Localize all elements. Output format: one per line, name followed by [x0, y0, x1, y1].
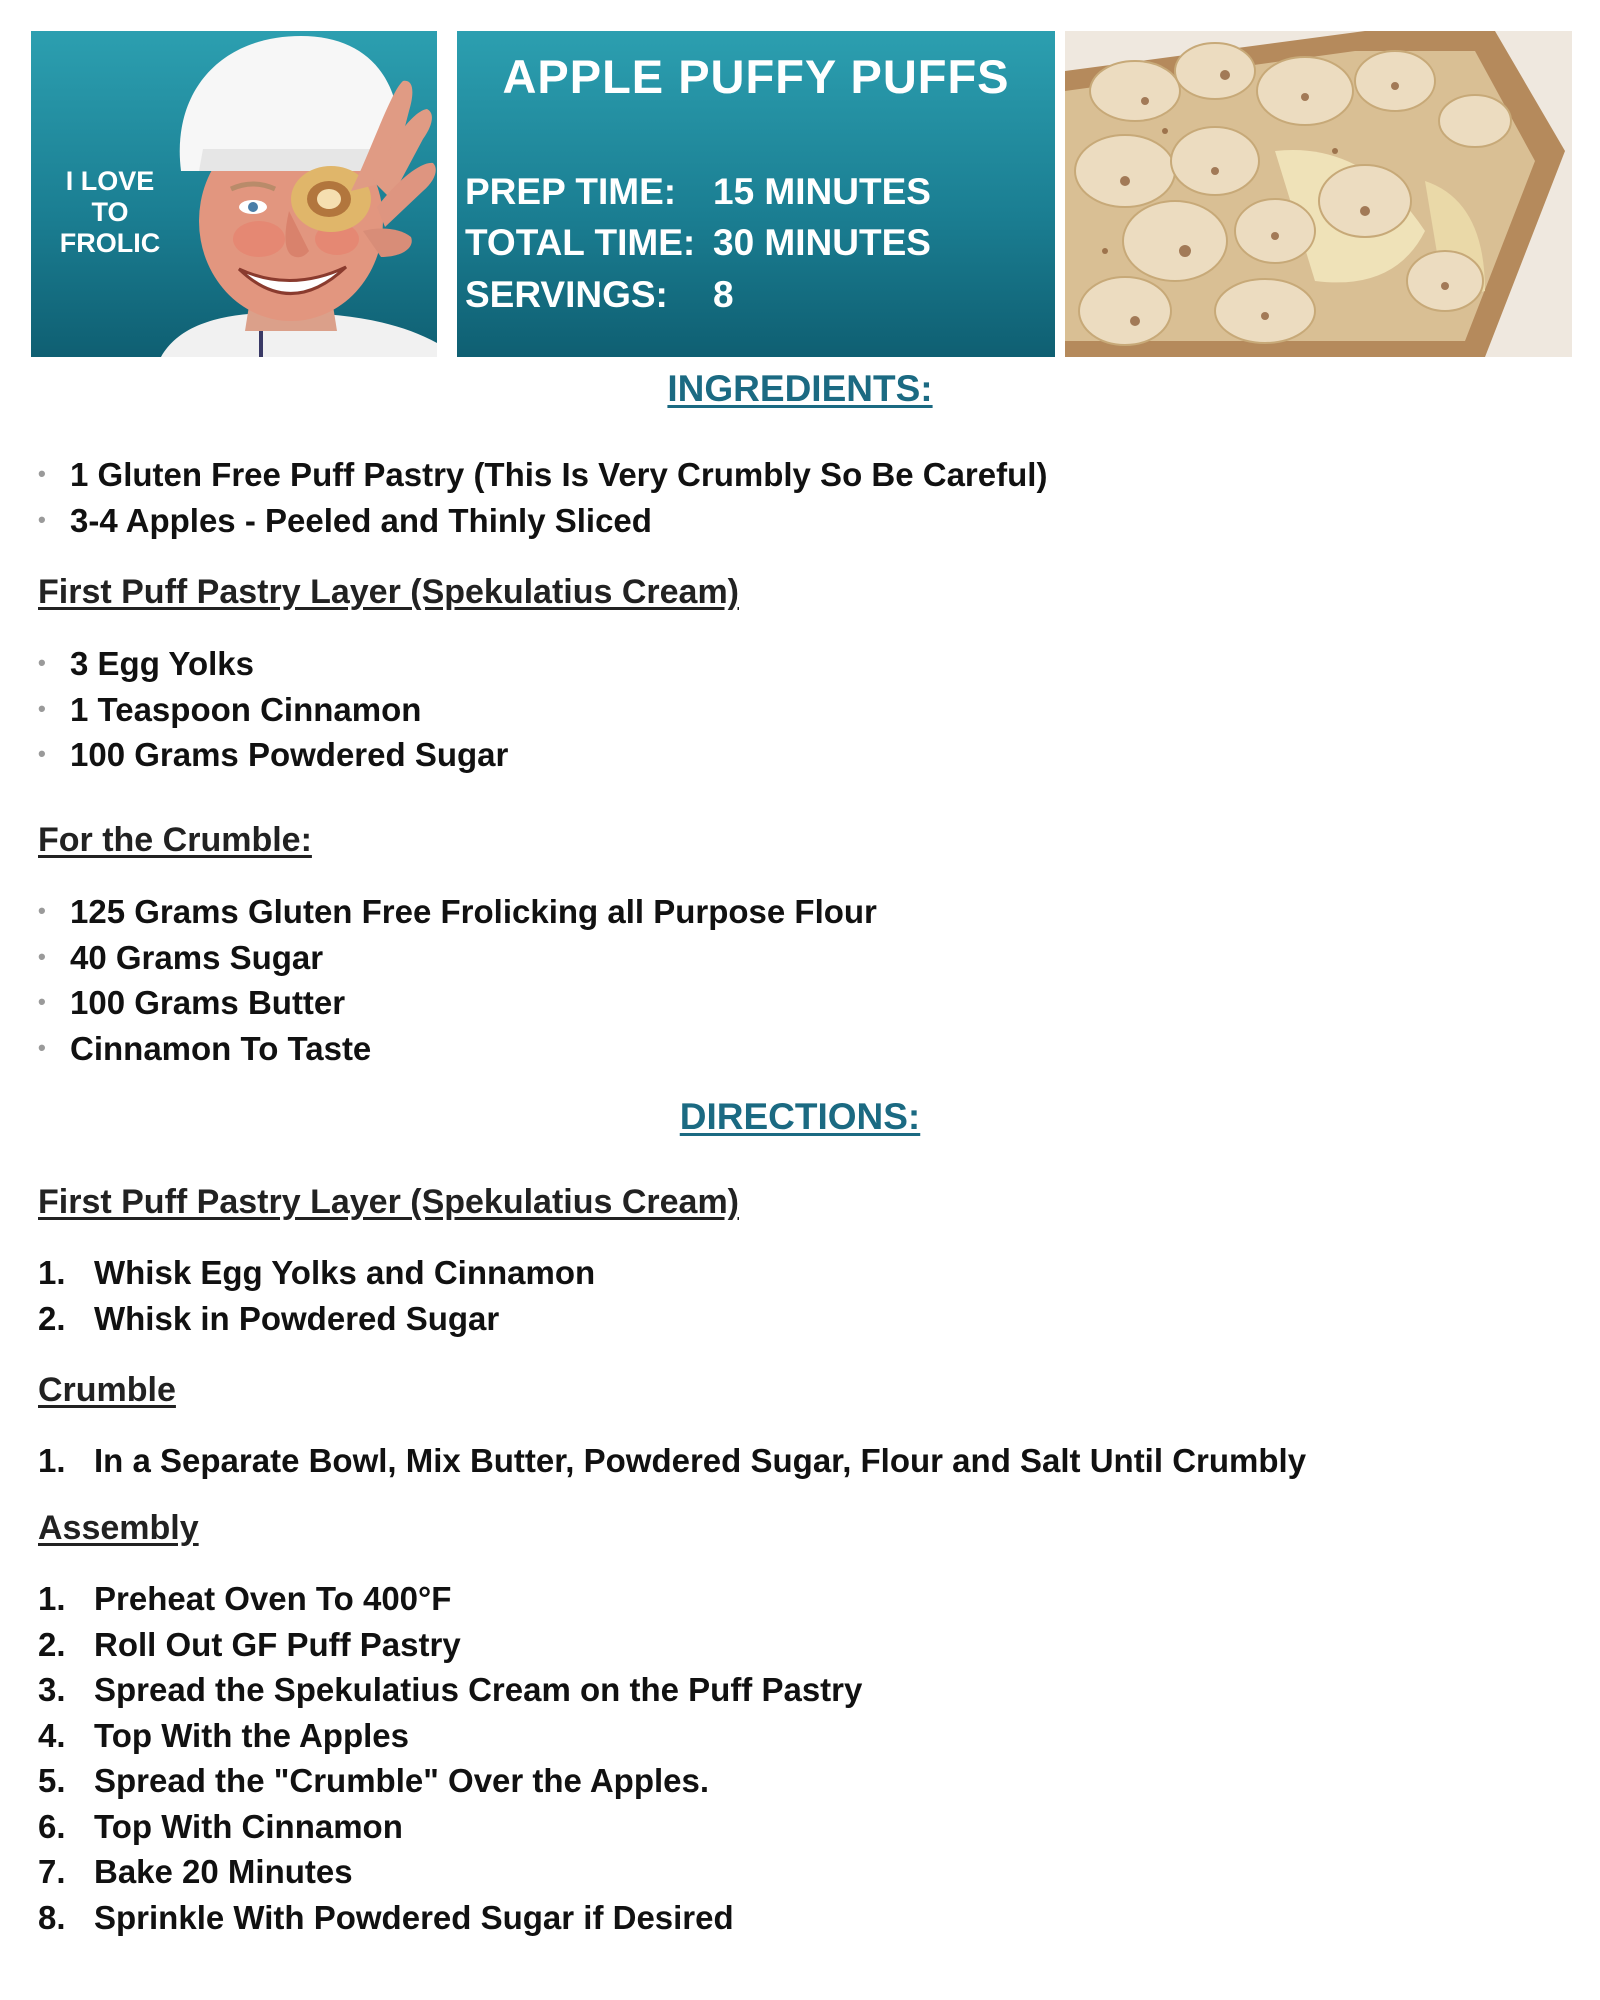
step-item: 8. Sprinkle With Powdered Sugar if Desired	[38, 1898, 734, 1936]
step-text: Preheat Oven To 400°F	[94, 1580, 452, 1617]
step-item: 4. Top With the Apples	[38, 1716, 409, 1754]
list-item	[38, 1026, 877, 1072]
step-item: 2. Whisk in Powdered Sugar	[38, 1299, 500, 1337]
total-time-row	[465, 222, 931, 264]
crumble-ingredients-list	[38, 889, 877, 1071]
bullet-icon: •	[38, 943, 46, 969]
step-text: Spread the "Crumble" Over the Apples.	[94, 1762, 710, 1799]
assembly-heading: Assembly	[38, 1509, 199, 1547]
ingredient-text: 125 Grams Gluten Free Frolicking all Purpose Flour	[70, 893, 877, 930]
bullet-icon: •	[38, 695, 46, 721]
bullet-icon: •	[38, 461, 46, 486]
list-item	[38, 935, 877, 981]
step-text: Spread the Spekulatius Cream on the Puff Pastry	[94, 1671, 863, 1708]
step-text: In a Separate Bowl, Mix Butter, Powdered Sugar, Flour and Salt Until Crumbly	[94, 1442, 1307, 1479]
badge-line: FROLIC	[59, 228, 161, 258]
ingredient-text: 1 Gluten Free Puff Pastry (This Is Very Crumbly So Be Careful)	[70, 456, 1048, 493]
cream-directions-heading: First Puff Pastry Layer (Spekulatius Cream)	[38, 1183, 740, 1221]
step-item: 1. Preheat Oven To 400°F	[38, 1580, 452, 1617]
stat-label: TOTAL TIME:	[465, 222, 696, 263]
step-item: 7. Bake 20 Minutes	[38, 1853, 353, 1890]
step-item: 3. Spread the Spekulatius Cream on the Puff Pastry	[38, 1671, 863, 1708]
step-text: Sprinkle With Powdered Sugar if Desired	[94, 1898, 734, 1936]
apple-puff-photo-image	[1065, 31, 1572, 357]
step-item: 1. In a Separate Bowl, Mix Butter, Powdered Sugar, Flour and Salt Until Crumbly	[38, 1442, 1307, 1479]
ingredient-text: 1 Teaspoon Cinnamon	[70, 690, 422, 728]
ingredient-text: 100 Grams Powdered Sugar	[70, 736, 509, 773]
list-item	[38, 452, 1047, 498]
stat-value: 15 MINUTES	[713, 171, 931, 212]
list-item	[38, 980, 877, 1026]
list-item	[38, 889, 877, 935]
step-text: Roll Out GF Puff Pastry	[94, 1625, 461, 1663]
step-text: Bake 20 Minutes	[94, 1853, 353, 1890]
cream-ingredients-heading: First Puff Pastry Layer (Spekulatius Cream)	[38, 573, 740, 611]
stat-label: PREP TIME:	[465, 171, 677, 212]
bullet-icon: •	[38, 989, 46, 1014]
bullet-icon: •	[38, 741, 46, 766]
list-item	[38, 732, 508, 778]
stat-label: SERVINGS:	[465, 274, 668, 315]
directions-heading: DIRECTIONS:	[679, 1096, 921, 1137]
ingredient-text: 100 Grams Butter	[70, 984, 346, 1021]
assembly-directions-list	[38, 1576, 862, 1940]
step-text: Top With Cinnamon	[94, 1807, 403, 1845]
badge-line: I LOVE	[65, 166, 155, 196]
ingredient-text: Cinnamon To Taste	[70, 1029, 372, 1067]
badge-line: TO	[91, 197, 129, 227]
step-item: 5. Spread the "Crumble" Over the Apples.	[38, 1762, 710, 1799]
cream-ingredients-list	[38, 641, 508, 778]
recipe-title: APPLE PUFFY PUFFS	[502, 50, 1010, 103]
list-item	[38, 641, 508, 687]
crumble-directions-heading: Crumble	[38, 1371, 176, 1409]
step-item: 6. Top With Cinnamon	[38, 1807, 403, 1845]
step-text: Whisk Egg Yolks and Cinnamon	[94, 1254, 596, 1291]
list-item	[38, 687, 508, 733]
stat-value: 8	[713, 274, 734, 315]
cream-directions-list	[38, 1250, 595, 1341]
stat-value: 30 MINUTES	[713, 222, 931, 263]
ingredient-text: 3 Egg Yolks	[70, 645, 255, 682]
bullet-icon: •	[38, 506, 46, 532]
step-text: Top With the Apples	[94, 1716, 409, 1754]
ingredient-text: 40 Grams Sugar	[70, 938, 324, 976]
crumble-ingredients-heading: For the Crumble:	[38, 821, 312, 859]
servings-row	[465, 274, 734, 316]
step-item: 1. Whisk Egg Yolks and Cinnamon	[38, 1254, 596, 1291]
apple-puff-photo-panel	[1065, 31, 1572, 357]
step-item: 2. Roll Out GF Puff Pastry	[38, 1625, 461, 1663]
main-ingredients-list	[38, 452, 1047, 543]
list-item	[38, 498, 1047, 544]
ingredient-text: 3-4 Apples - Peeled and Thinly Sliced	[70, 501, 652, 539]
prep-time-row	[465, 171, 931, 213]
step-text: Whisk in Powdered Sugar	[94, 1299, 500, 1337]
crumble-directions-list	[38, 1438, 1306, 1484]
chef-portrait-image	[141, 31, 437, 357]
ingredients-heading: INGREDIENTS:	[667, 368, 933, 409]
bullet-icon: •	[38, 650, 46, 675]
bullet-icon: •	[38, 1034, 46, 1060]
recipe-title-panel	[457, 31, 1055, 357]
bullet-icon: •	[38, 898, 46, 923]
chef-photo-panel	[31, 31, 437, 357]
